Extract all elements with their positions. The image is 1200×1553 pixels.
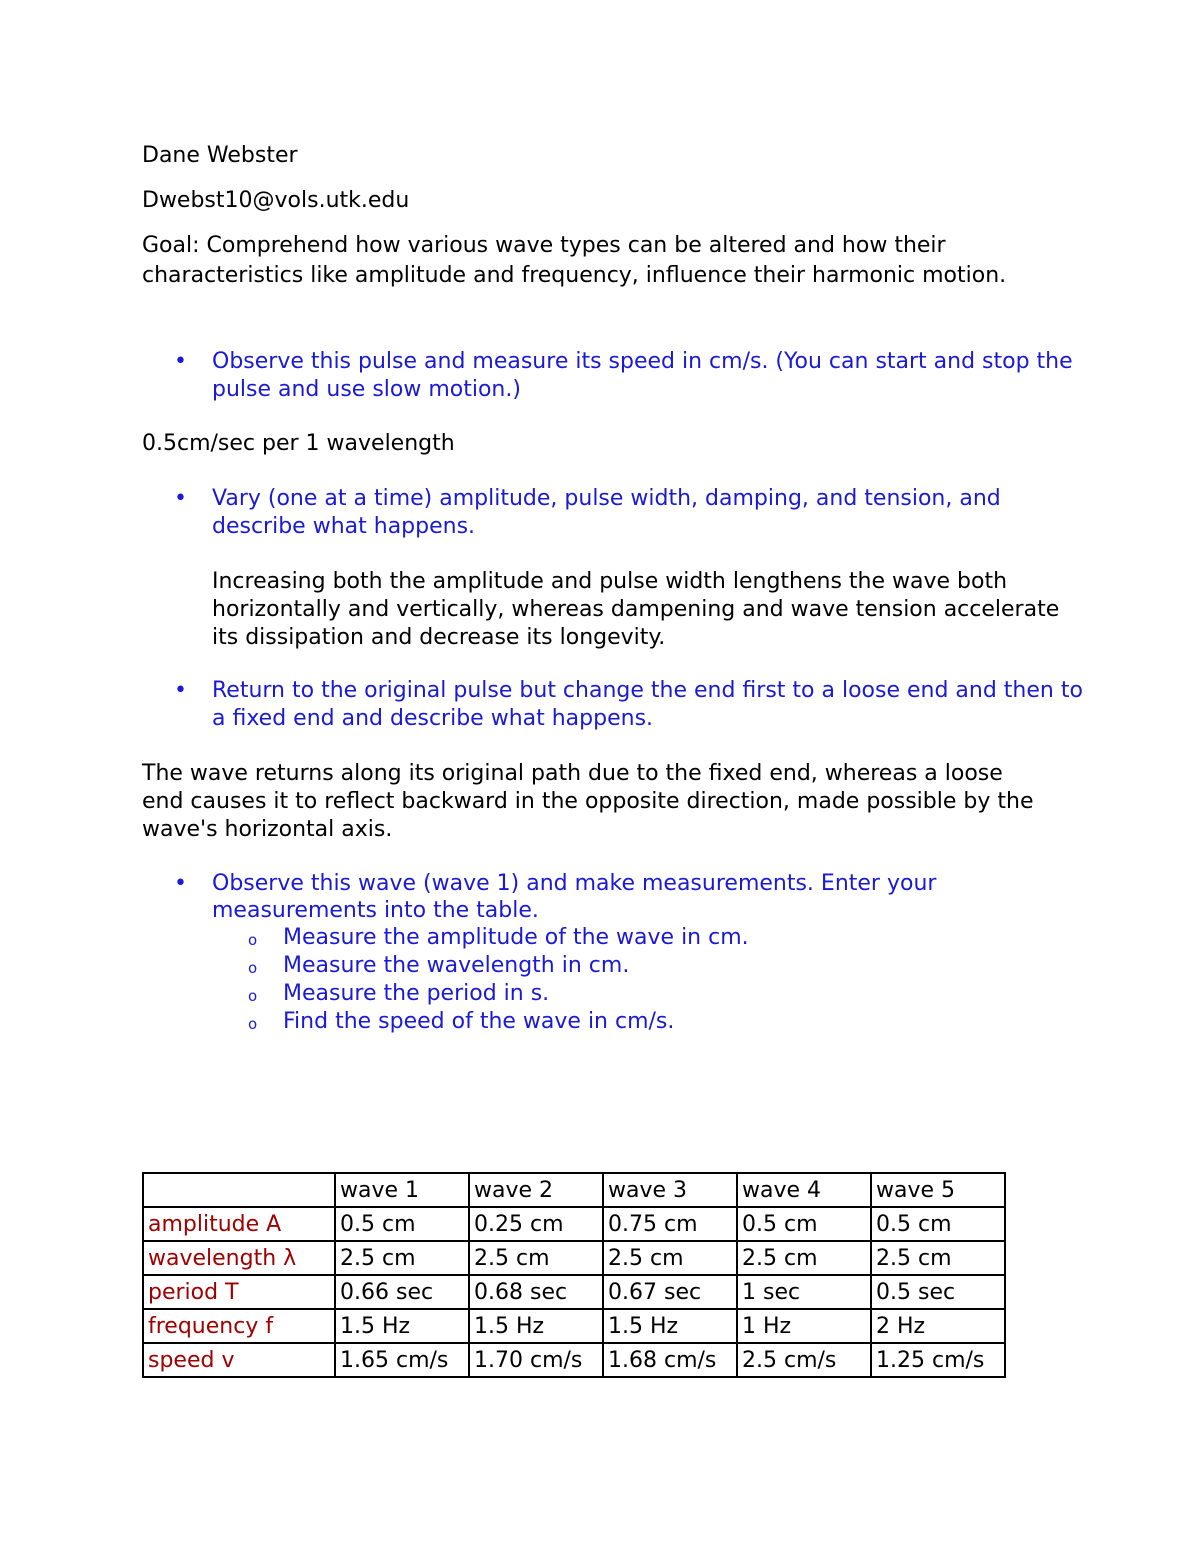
table-cell: 2.5 cm [871, 1241, 1005, 1275]
table-cell: 2.5 cm [469, 1241, 603, 1275]
author-name: Dane Webster [142, 143, 298, 168]
bullet-dot-icon: • [174, 349, 187, 374]
table-cell: 1.25 cm/s [871, 1343, 1005, 1377]
table-cell: 2.5 cm [737, 1241, 871, 1275]
table-cell: 1.5 Hz [603, 1309, 737, 1343]
table-cell: 1.68 cm/s [603, 1343, 737, 1377]
table-cell: 0.67 sec [603, 1275, 737, 1309]
table-row [143, 1309, 1005, 1343]
table-cell: 0.5 sec [871, 1275, 1005, 1309]
document-page: Dane Webster Dwebst10@vols.utk.edu Goal: Comprehend how various wave types can be altered and how their characteristics like amplitude and frequency, influence their harmonic motion. • Observe this pulse and measure its speed in cm/s. (You can start and stop the pulse and use slow motion.) 0.5cm/sec per 1 wavelength • Vary (one at a time) amplitude, pulse width, damping, and tension, and describe what happens. Increasing both the amplitude and pulse width lengthens the wave both horizontally and vertically, whereas dampening and wave tension accelerate its dissipation and decrease its longevity. • Return to the original pulse but change the end first to a loose end and then to a fixed end and describe what happens. The wave returns along its original path due to the fixed end, whereas a loose end causes it to reflect backward in the opposite direction, made possible by the wave's horizontal axis. • Observe this wave (wave 1) and make measurements. Enter your measurements into the table. o Measure the amplitude of the wave in cm. o Measure the wavelength in cm. o Measure the period in s. o Find the speed of the wave in cm/s. wave 1 wave 2 wave 3 wave 4 wave 5 amplitude A 0.5 cm 0.25 cm 0.75 cm 0.5 cm 0.5 cm wavelength λ 2.5 cm 2.5 cm 2.5 cm 2.5 cm 2.5 cm period T 0.66 sec 0.68 sec 0.67 sec 1 sec 0.5 sec frequency f 1.5 Hz 1.5 Hz 1.5 Hz 1 Hz 2 Hz speed v 1.65 cm/s 1.70 cm/s 1.68 cm/s 2.5 cm/s 1.25 cm/s [0, 0, 1200, 1553]
measurement-table [142, 1172, 1006, 1378]
bullet-dot-icon: • [174, 678, 187, 703]
table-cell: 2 Hz [871, 1309, 1005, 1343]
circle-bullet-icon: o [248, 1015, 258, 1033]
row-label: speed v [143, 1343, 335, 1377]
table-row [143, 1207, 1005, 1241]
table-corner-cell [143, 1173, 335, 1207]
goal-paragraph: Goal: Comprehend how various wave types can be altered and how their characteristics like amplitude and frequency, influence their harmonic motion. [142, 233, 1007, 288]
table-row [143, 1275, 1005, 1309]
circle-bullet-icon: o [248, 959, 258, 977]
row-label: period T [143, 1275, 335, 1309]
table-cell: 0.68 sec [469, 1275, 603, 1309]
circle-bullet-icon: o [248, 931, 258, 949]
column-header: wave 2 [469, 1173, 603, 1207]
bullet-dot-icon: • [174, 871, 187, 896]
answer-2: Increasing both the amplitude and pulse width lengthens the wave both horizontally and vertically, whereas dampening and wave tension accelerate its dissipation and decrease its longevity. [212, 569, 1060, 650]
table-cell: 1.5 Hz [469, 1309, 603, 1343]
table-cell: 1 Hz [737, 1309, 871, 1343]
table-cell: 0.5 cm [737, 1207, 871, 1241]
table-cell: 0.5 cm [871, 1207, 1005, 1241]
table-cell: 0.5 cm [335, 1207, 469, 1241]
table-cell: 2.5 cm [335, 1241, 469, 1275]
column-header: wave 3 [603, 1173, 737, 1207]
row-label: frequency f [143, 1309, 335, 1343]
author-email: Dwebst10@vols.utk.edu [142, 188, 410, 213]
table-row [143, 1241, 1005, 1275]
column-header: wave 4 [737, 1173, 871, 1207]
table-cell: 1.70 cm/s [469, 1343, 603, 1377]
row-label: amplitude A [143, 1207, 335, 1241]
table-header-row [143, 1173, 1005, 1207]
table-cell: 0.75 cm [603, 1207, 737, 1241]
row-label: wavelength λ [143, 1241, 335, 1275]
table-cell: 0.66 sec [335, 1275, 469, 1309]
table-cell: 1.65 cm/s [335, 1343, 469, 1377]
table-cell: 2.5 cm/s [737, 1343, 871, 1377]
answer-1: 0.5cm/sec per 1 wavelength [142, 431, 455, 456]
table-cell: 1 sec [737, 1275, 871, 1309]
table-row [143, 1343, 1005, 1377]
table-cell: 1.5 Hz [335, 1309, 469, 1343]
table-cell: 2.5 cm [603, 1241, 737, 1275]
circle-bullet-icon: o [248, 987, 258, 1005]
bullet-dot-icon: • [174, 486, 187, 511]
column-header: wave 5 [871, 1173, 1005, 1207]
table-cell: 0.25 cm [469, 1207, 603, 1241]
column-header: wave 1 [335, 1173, 469, 1207]
answer-3: The wave returns along its original path due to the fixed end, whereas a loose end causes it to reflect backward in the opposite direction, made possible by the wave's horizontal axis. [142, 761, 1034, 842]
